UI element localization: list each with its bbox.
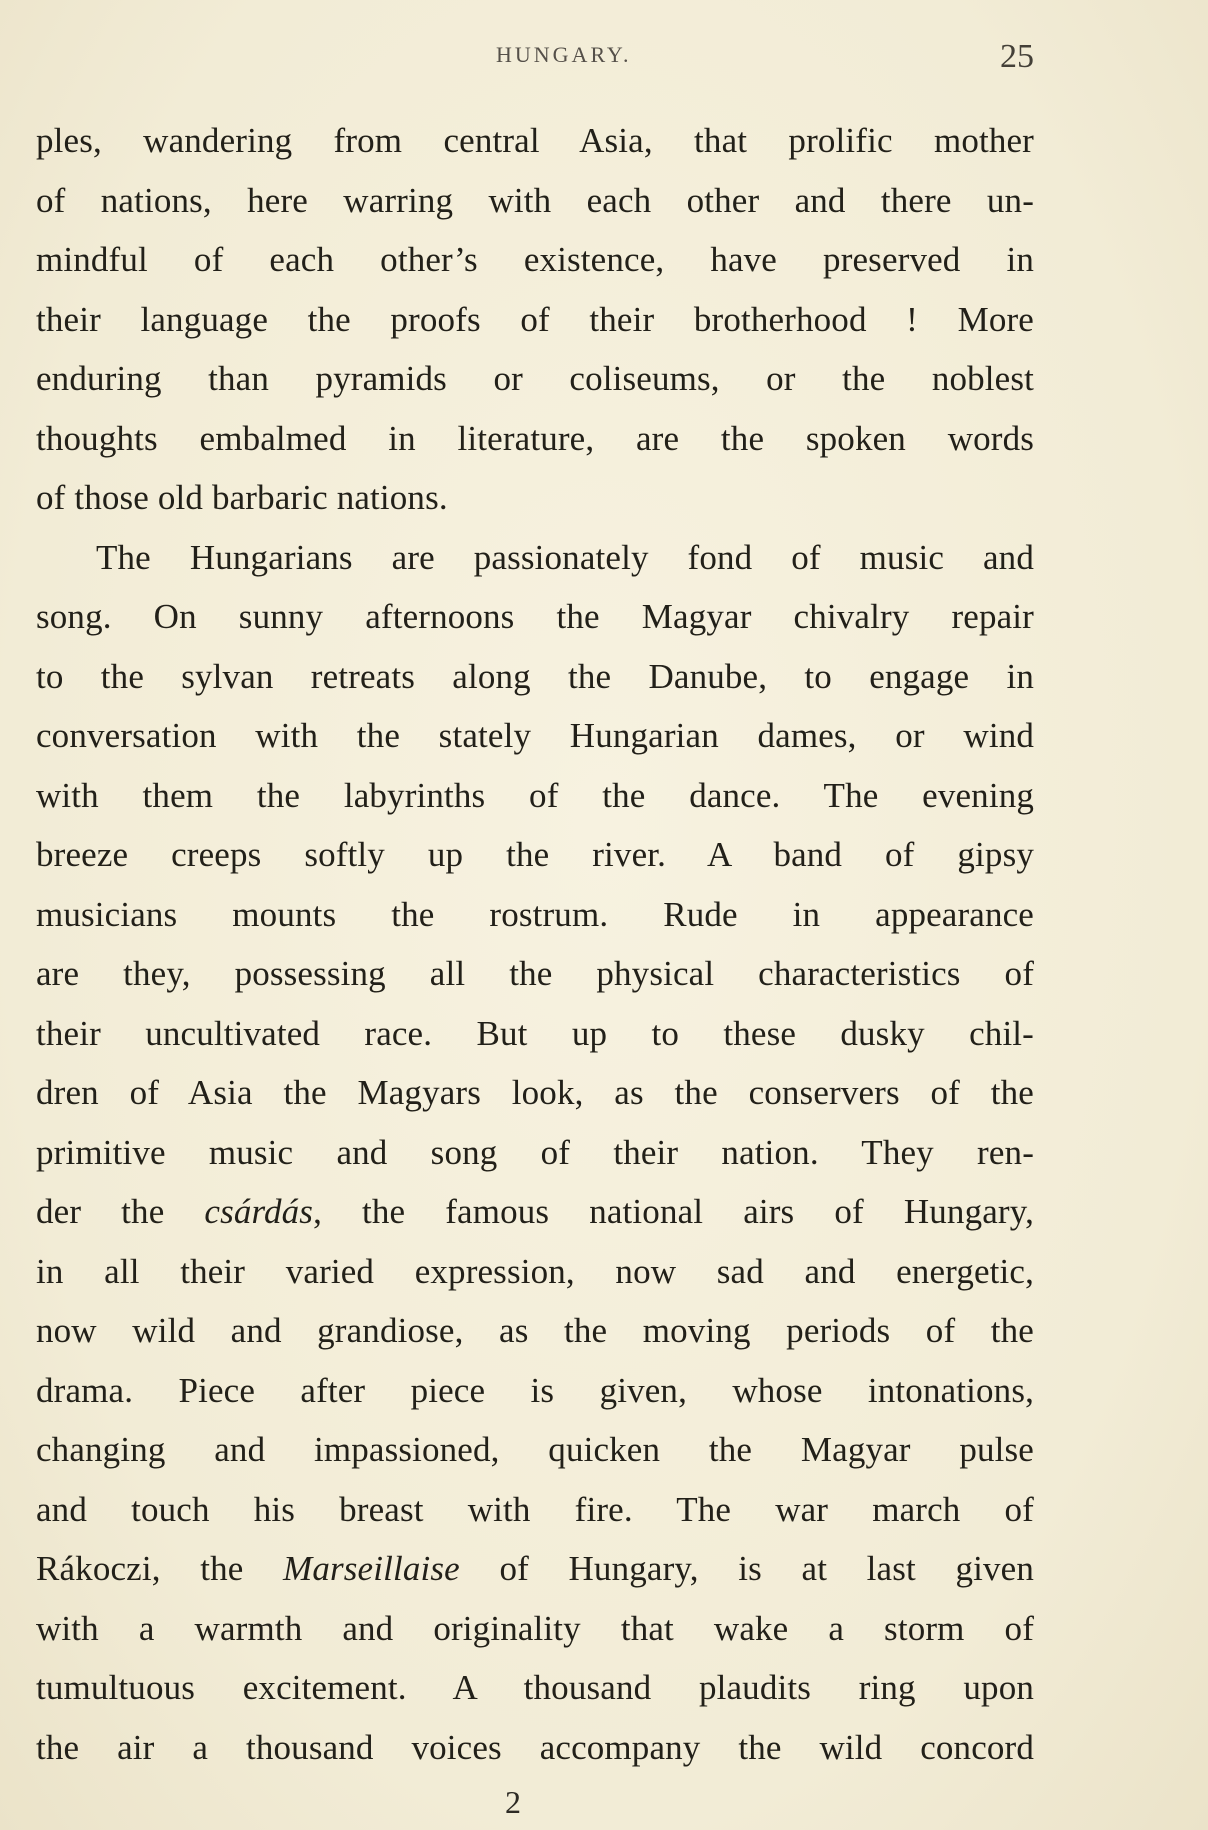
text-line: thoughts embalmed in literature, are the spoken words xyxy=(36,418,1034,458)
text-line: in all their varied expression, now sad and energetic, xyxy=(36,1251,1034,1291)
text-line: changing and impassioned, quicken the Magyar pulse xyxy=(36,1430,1034,1469)
body-text xyxy=(36,111,1034,1777)
text-line: dren of Asia the Magyars look, as the conservers of the xyxy=(36,1073,1034,1112)
text-line: drama. Piece after piece is given, whose intonations, xyxy=(36,1370,1034,1410)
text-line: with a warmth and originality that wake a storm of xyxy=(36,1608,1034,1648)
italic-term-marseillaise: Marseillaise xyxy=(283,1549,460,1588)
text-line-csardas xyxy=(36,1182,1034,1242)
text-line: musicians mounts the rostrum. Rude in appearance xyxy=(36,894,1034,934)
text-line: ples, wandering from central Asia, that prolific mother xyxy=(36,121,1034,160)
text-line: breeze creeps softly up the river. A band of gipsy xyxy=(36,835,1034,874)
paragraph-first-line: The Hungarians are passionately fond of music and xyxy=(96,537,1034,577)
running-head: HUNGARY. xyxy=(496,42,632,67)
text-run: der the xyxy=(36,1192,205,1231)
text-line: mindful of each other’s existence, have preserved in xyxy=(36,240,1034,279)
text-line: conversation with the stately Hungarian dames, or wind xyxy=(36,716,1034,755)
text-line: primitive music and song of their nation. They ren- xyxy=(36,1132,1034,1172)
italic-term-csardas: csárdás xyxy=(204,1192,314,1231)
text-run: of Hungary, is at last given xyxy=(459,1549,1034,1588)
text-line-marseillaise xyxy=(36,1539,1034,1599)
text-line: their uncultivated race. But up to these dusky chil- xyxy=(36,1013,1034,1053)
text-line: are they, possessing all the physical characteristics of xyxy=(36,954,1034,993)
page-header xyxy=(36,38,1034,86)
text-line: with them the labyrinths of the dance. The evening xyxy=(36,775,1034,815)
text-line: of those old barbaric nations. xyxy=(36,478,448,517)
text-line: their language the proofs of their brotherhood ! More xyxy=(36,299,1034,339)
text-line: song. On sunny afternoons the Magyar chivalry repair xyxy=(36,597,1034,636)
text-line: of nations, here warring with each other and there un- xyxy=(36,180,1034,220)
signature-mark: 2 xyxy=(505,1784,521,1820)
text-run: Rákoczi, the xyxy=(36,1549,284,1588)
page-number: 25 xyxy=(1000,38,1034,75)
text-run: , the famous national airs of Hungary, xyxy=(313,1192,1034,1231)
text-line: to the sylvan retreats along the Danube, to engage in xyxy=(36,656,1034,696)
text-line: enduring than pyramids or coliseums, or the noblest xyxy=(36,359,1034,398)
text-line: the air a thousand voices accompany the wild concord xyxy=(36,1727,1034,1767)
text-line: tumultuous excitement. A thousand plaudits ring upon xyxy=(36,1668,1034,1707)
text-line: now wild and grandiose, as the moving periods of the xyxy=(36,1311,1034,1350)
text-line: and touch his breast with fire. The war march of xyxy=(36,1489,1034,1529)
